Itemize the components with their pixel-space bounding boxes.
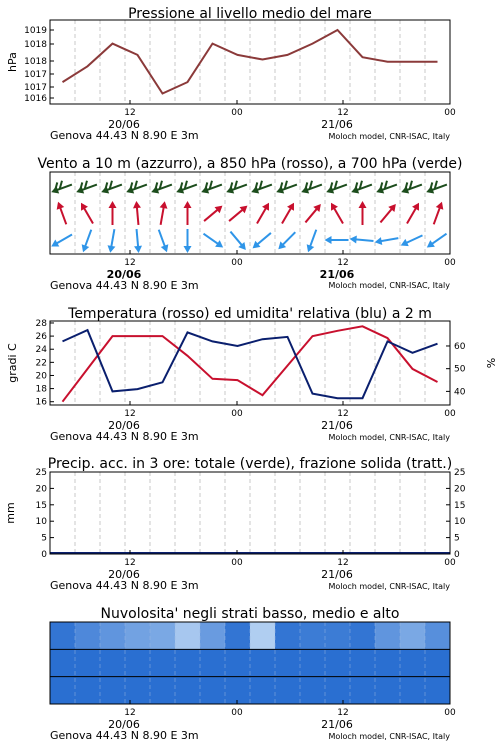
- cloud-cell: [350, 622, 376, 649]
- cloud-cell: [150, 649, 176, 676]
- y-tick-label: 28: [35, 318, 47, 329]
- cloud-cell: [150, 622, 176, 649]
- y2-tick-label: 60: [454, 341, 466, 352]
- cloud-cell: [225, 677, 251, 704]
- credit-label: Moloch model, CNR-ISAC, Italy: [328, 732, 450, 741]
- date-label: 20/06: [106, 268, 142, 281]
- cloud-cell: [325, 622, 351, 649]
- y2-tick-label: 15: [454, 500, 466, 511]
- y2-tick-label: 5: [454, 533, 460, 544]
- cloud-cell: [100, 622, 126, 649]
- y-tick-label: 26: [35, 332, 47, 343]
- y-tick-label: 5: [41, 533, 47, 544]
- x-tick-label: 00: [444, 108, 456, 118]
- y-tick-label: 25: [35, 468, 47, 478]
- cloud-cell: [375, 622, 401, 649]
- cloud-cell: [125, 622, 151, 649]
- y-tick-label: 1016: [24, 94, 47, 104]
- chart-title: Nuvolosita' negli strati basso, medio e alto: [100, 606, 400, 622]
- cloud-cell: [250, 622, 276, 649]
- date-label: 20/06: [108, 718, 140, 731]
- y-tick-label: 0: [41, 550, 47, 560]
- cloud-cell: [375, 677, 401, 704]
- cloud-cell: [375, 649, 401, 676]
- cloud-cell: [425, 649, 451, 676]
- cloud-cell: [300, 622, 326, 649]
- cloud-cell: [50, 649, 76, 676]
- date-label: 20/06: [108, 118, 140, 131]
- y2-tick-label: 40: [454, 387, 466, 398]
- y2-tick-label: 25: [454, 468, 466, 478]
- cloud-cell: [100, 649, 126, 676]
- cloud-cell: [125, 677, 151, 704]
- y2-tick-label: 50: [454, 364, 466, 375]
- cloud-cell: [300, 649, 326, 676]
- date-label: 21/06: [321, 118, 353, 131]
- date-label: 21/06: [321, 718, 353, 731]
- credit-label: Moloch model, CNR-ISAC, Italy: [328, 132, 450, 141]
- y2-tick-label: 20: [454, 484, 466, 495]
- x-tick-label: 12: [337, 409, 349, 419]
- y2-axis-label: %: [484, 357, 497, 369]
- cloud-cell: [175, 622, 201, 649]
- x-tick-label: 12: [337, 708, 349, 718]
- location-label: Genova 44.43 N 8.90 E 3m: [50, 729, 199, 742]
- x-tick-label: 00: [231, 258, 243, 268]
- x-tick-label: 00: [231, 558, 243, 568]
- cloud-cell: [300, 677, 326, 704]
- cloud-cell: [200, 677, 226, 704]
- cloud-cell: [350, 677, 376, 704]
- cloud-cell: [425, 622, 451, 649]
- y-tick-label: 1018: [24, 40, 47, 50]
- credit-label: Moloch model, CNR-ISAC, Italy: [328, 582, 450, 591]
- date-label: 21/06: [321, 419, 353, 432]
- date-label: 20/06: [108, 419, 140, 432]
- cloud-cell: [400, 677, 426, 704]
- cloud-cell: [250, 649, 276, 676]
- cloud-cell: [400, 649, 426, 676]
- x-tick-label: 12: [124, 558, 136, 568]
- cloud-cell: [125, 649, 151, 676]
- y-tick-label: 16: [35, 397, 47, 408]
- credit-label: Moloch model, CNR-ISAC, Italy: [328, 281, 450, 290]
- cloud-cell: [75, 622, 101, 649]
- x-tick-label: 00: [231, 708, 243, 718]
- cloud-cell: [175, 677, 201, 704]
- x-tick-label: 00: [444, 258, 456, 268]
- x-tick-label: 12: [124, 708, 136, 718]
- cloud-cell: [225, 622, 251, 649]
- chart-title: Precip. acc. in 3 ore: totale (verde), frazione solida (tratt.): [47, 456, 453, 472]
- date-label: 20/06: [108, 568, 140, 581]
- y-tick-label: 1018: [24, 57, 47, 67]
- x-tick-label: 12: [337, 558, 349, 568]
- location-label: Genova 44.43 N 8.90 E 3m: [50, 129, 199, 142]
- x-tick-label: 00: [231, 409, 243, 419]
- location-label: Genova 44.43 N 8.90 E 3m: [50, 579, 199, 592]
- cloud-cell: [175, 649, 201, 676]
- cloud-cell: [275, 622, 301, 649]
- x-tick-label: 12: [124, 258, 136, 268]
- y-tick-label: 1017: [24, 83, 47, 93]
- y-tick-label: 15: [35, 500, 47, 511]
- y-axis-label: hPa: [6, 52, 19, 72]
- x-tick-label: 00: [444, 409, 456, 419]
- cloud-cell: [50, 622, 76, 649]
- credit-label: Moloch model, CNR-ISAC, Italy: [328, 433, 450, 442]
- cloud-cell: [425, 677, 451, 704]
- cloud-cell: [275, 649, 301, 676]
- cloud-cell: [200, 622, 226, 649]
- x-tick-label: 12: [124, 409, 136, 419]
- y-tick-label: 1019: [24, 26, 47, 36]
- y2-tick-label: 10: [454, 517, 466, 528]
- cloud-cell: [200, 649, 226, 676]
- x-tick-label: 12: [337, 108, 349, 118]
- cloud-cell: [325, 649, 351, 676]
- cloud-cell: [75, 649, 101, 676]
- cloud-cell: [275, 677, 301, 704]
- cloud-cell: [150, 677, 176, 704]
- cloud-cell: [325, 677, 351, 704]
- y-tick-label: 20: [35, 484, 47, 495]
- chart-title: Pressione al livello medio del mare: [128, 6, 372, 22]
- location-label: Genova 44.43 N 8.90 E 3m: [50, 279, 199, 292]
- y-tick-label: 1017: [24, 70, 47, 80]
- x-tick-label: 00: [444, 558, 456, 568]
- y-tick-label: 24: [35, 345, 47, 356]
- chart-title: Vento a 10 m (azzurro), a 850 hPa (rosso), a 700 hPa (verde): [37, 156, 463, 172]
- x-tick-label: 12: [337, 258, 349, 268]
- y-tick-label: 10: [35, 517, 47, 528]
- cloud-cell: [75, 677, 101, 704]
- location-label: Genova 44.43 N 8.90 E 3m: [50, 430, 199, 443]
- cloud-cell: [50, 677, 76, 704]
- date-label: 21/06: [321, 568, 353, 581]
- y2-tick-label: 0: [454, 550, 460, 560]
- cloud-cell: [350, 649, 376, 676]
- x-tick-label: 00: [231, 108, 243, 118]
- plot-area: [50, 472, 450, 554]
- y-tick-label: 20: [35, 371, 47, 382]
- cloud-cell: [250, 677, 276, 704]
- y-axis-label: gradi C: [6, 343, 19, 383]
- y-axis-label: mm: [4, 502, 17, 524]
- y-tick-label: 22: [35, 358, 47, 369]
- cloud-cell: [400, 622, 426, 649]
- cloud-cell: [100, 677, 126, 704]
- x-tick-label: 12: [124, 108, 136, 118]
- chart-title: Temperatura (rosso) ed umidita' relativa (blu) a 2 m: [68, 306, 432, 322]
- x-tick-label: 00: [444, 708, 456, 718]
- y-tick-label: 18: [35, 384, 47, 395]
- cloud-cell: [225, 649, 251, 676]
- date-label: 21/06: [319, 268, 355, 281]
